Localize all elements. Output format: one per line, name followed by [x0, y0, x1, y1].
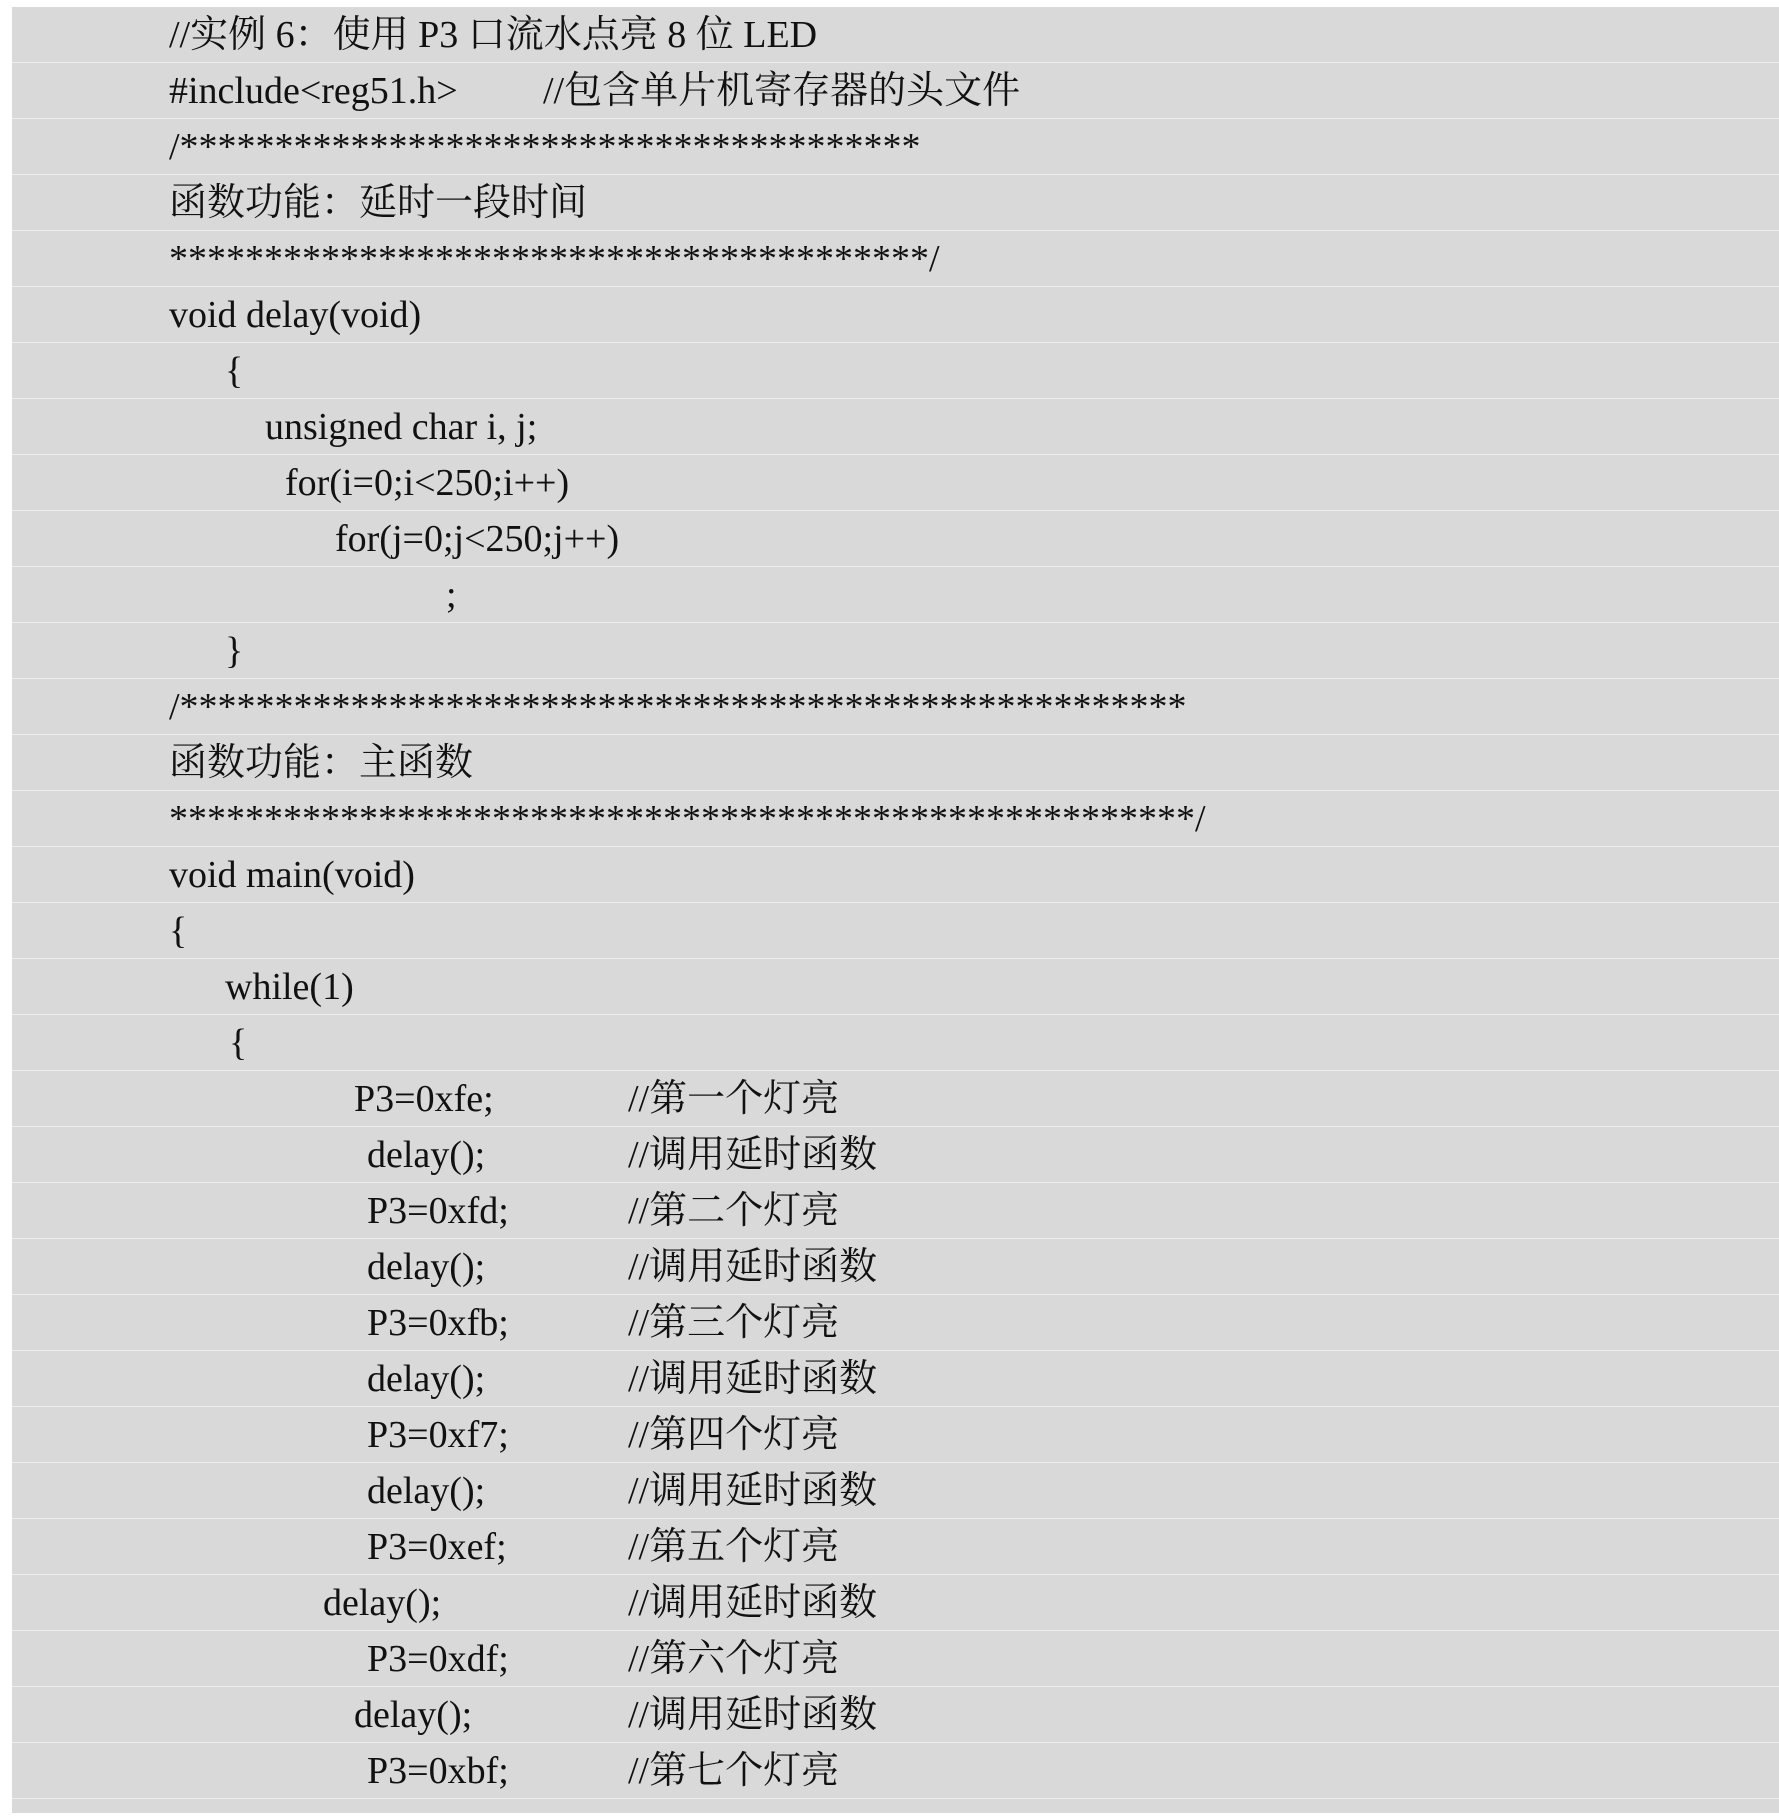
code-line	[12, 847, 1779, 903]
code-listing	[12, 7, 1779, 1813]
code-comment: //第六个灯亮	[628, 1638, 840, 1680]
code-text: void delay(void)	[169, 294, 422, 336]
code-text: void main(void)	[169, 854, 415, 896]
code-line	[12, 343, 1779, 399]
code-text: ******************************************************/	[169, 798, 1206, 840]
code-text: {	[229, 1022, 248, 1064]
code-text: for(i=0;i<250;i++)	[285, 462, 570, 504]
code-text: delay();	[367, 1358, 486, 1400]
code-comment: //第五个灯亮	[628, 1526, 840, 1568]
code-line	[12, 231, 1779, 287]
code-comment: //第二个灯亮	[628, 1190, 840, 1232]
code-line	[12, 287, 1779, 343]
code-line	[12, 399, 1779, 455]
code-line	[12, 1351, 1779, 1407]
code-text: P3=0xfb;	[367, 1302, 509, 1344]
code-line	[12, 735, 1779, 791]
code-line	[12, 1295, 1779, 1351]
code-text: {	[169, 910, 188, 952]
code-text: /***************************************	[169, 126, 921, 168]
code-line	[12, 1127, 1779, 1183]
code-comment: //调用延时函数	[628, 1134, 878, 1176]
code-comment: //第三个灯亮	[628, 1302, 840, 1344]
code-line	[12, 1407, 1779, 1463]
code-text: //实例 6：使用 P3 口流水点亮 8 位 LED	[169, 14, 818, 56]
code-line	[12, 1183, 1779, 1239]
code-text: P3=0xfe;	[354, 1078, 494, 1120]
code-text: P3=0xef;	[367, 1526, 507, 1568]
code-text: unsigned char i, j;	[265, 406, 538, 448]
code-line	[12, 1743, 1779, 1799]
code-comment: //调用延时函数	[628, 1582, 878, 1624]
code-text: P3=0xfd;	[367, 1190, 509, 1232]
code-text: delay();	[367, 1246, 486, 1288]
code-text: {	[225, 350, 244, 392]
code-line	[12, 1071, 1779, 1127]
code-line	[12, 1519, 1779, 1575]
code-text: 函数功能：主函数	[169, 742, 474, 784]
code-comment: //包含单片机寄存器的头文件	[543, 70, 1021, 112]
code-text: ****************************************/	[169, 238, 940, 280]
code-line	[12, 959, 1779, 1015]
code-text: P3=0xdf;	[367, 1638, 509, 1680]
code-text: P3=0xf7;	[367, 1414, 509, 1456]
code-line	[12, 455, 1779, 511]
code-comment: //第一个灯亮	[628, 1078, 840, 1120]
code-comment: //调用延时函数	[628, 1246, 878, 1288]
code-line	[12, 119, 1779, 175]
code-comment: //调用延时函数	[628, 1358, 878, 1400]
code-comment: //第七个灯亮	[628, 1750, 840, 1792]
code-line	[12, 903, 1779, 959]
code-line	[12, 511, 1779, 567]
code-text: delay();	[323, 1582, 442, 1624]
code-line	[12, 1575, 1779, 1631]
code-line	[12, 1015, 1779, 1071]
code-text: }	[225, 630, 244, 672]
code-comment: //调用延时函数	[628, 1694, 878, 1736]
code-line	[12, 567, 1779, 623]
code-line	[12, 175, 1779, 231]
code-line	[12, 1631, 1779, 1687]
code-line	[12, 1463, 1779, 1519]
code-line	[12, 1239, 1779, 1295]
code-text: P3=0xbf;	[367, 1750, 509, 1792]
code-line	[12, 63, 1779, 119]
code-line	[12, 1687, 1779, 1743]
code-line	[12, 679, 1779, 735]
code-line	[12, 791, 1779, 847]
code-text: while(1)	[225, 966, 354, 1008]
code-comment: //调用延时函数	[628, 1470, 878, 1512]
code-text: delay();	[367, 1134, 486, 1176]
code-text: #include<reg51.h>	[169, 70, 458, 112]
code-line	[12, 7, 1779, 63]
code-line	[12, 623, 1779, 679]
code-text: delay();	[367, 1470, 486, 1512]
code-text: /*****************************************************	[169, 686, 1187, 728]
code-text: for(j=0;j<250;j++)	[335, 518, 620, 560]
code-text: delay();	[354, 1694, 473, 1736]
code-comment: //第四个灯亮	[628, 1414, 840, 1456]
code-text: ;	[446, 574, 457, 616]
code-text: 函数功能：延时一段时间	[169, 182, 588, 224]
